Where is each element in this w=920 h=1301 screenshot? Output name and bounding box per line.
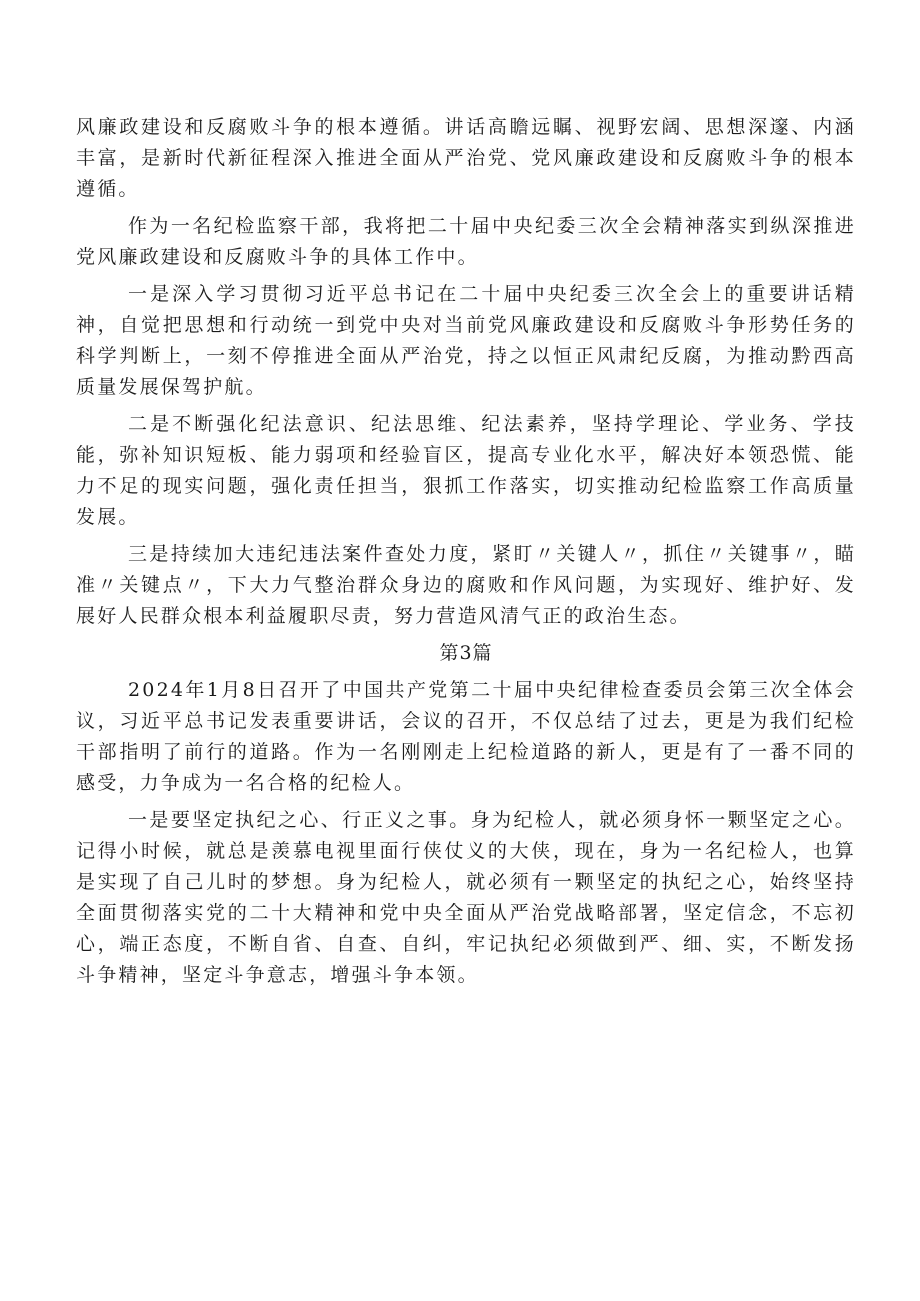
paragraph-continuation: 风廉政建设和反腐败斗争的根本遵循。讲话高瞻远瞩、视野宏阔、思想深邃、内涵丰富，是新时代新征程深入推进全面从严治党、党风廉政建设和反腐败斗争的根本遵循。: [76, 116, 856, 200]
paragraph-point-two: 二是不断强化纪法意识、纪法思维、纪法素养，坚持学理论、学业务、学技能，弥补知识短板、能力弱项和经验盲区，提高专业化水平，解决好本领恐慌、能力不足的现实问题，强化责任担当，狠抓工作落实，切实推动纪检监察工作高质量发展。: [76, 413, 856, 528]
paragraph-meeting-intro: 2024年1月8日召开了中国共产党第二十届中央纪律检查委员会第三次全体会议，习近平总书记发表重要讲话，会议的召开，不仅总结了过去，更是为我们纪检干部指明了前行的道路。作为一名刚刚走上纪检道路的新人，更是有了一番不同的感受，力争成为一名合格的纪检人。: [76, 679, 856, 794]
document-page: [76, 112, 856, 991]
paragraph-point-three: 三是持续加大违纪违法案件查处力度，紧盯〃关键人〃，抓住〃关键事〃，瞄准〃关键点〃，下大力气整治群众身边的腐败和作风问题，为实现好、维护好、发展好人民群众根本利益履职尽责，努力营造风清气正的政治生态。: [76, 543, 856, 627]
paragraph-firm-resolve: 一是要坚定执纪之心、行正义之事。身为纪检人，就必须身怀一颗坚定之心。记得小时候，就总是羡慕电视里面行侠仗义的大侠，现在，身为一名纪检人，也算是实现了自己儿时的梦想。身为纪检人，就必须有一颗坚定的执纪之心，始终坚持全面贯彻落实党的二十大精神和党中央全面从严治党战略部署，坚定信念，不忘初心，端正态度，不断自省、自查、自纠，牢记执纪必须做到严、细、实，不断发扬斗争精神，坚定斗争意志，增强斗争本领。: [76, 809, 856, 986]
paragraph-commitment: 作为一名纪检监察干部，我将把二十届中央纪委三次全会精神落实到纵深推进党风廉政建设和反腐败斗争的具体工作中。: [76, 215, 856, 268]
paragraph-point-one: 一是深入学习贯彻习近平总书记在二十届中央纪委三次全会上的重要讲话精神，自觉把思想和行动统一到党中央对当前党风廉政建设和反腐败斗争形势任务的科学判断上，一刻不停推进全面从严治党，持之以恒正风肃纪反腐，为推动黔西高质量发展保驾护航。: [76, 283, 856, 398]
section-heading: 第3篇: [439, 642, 493, 664]
